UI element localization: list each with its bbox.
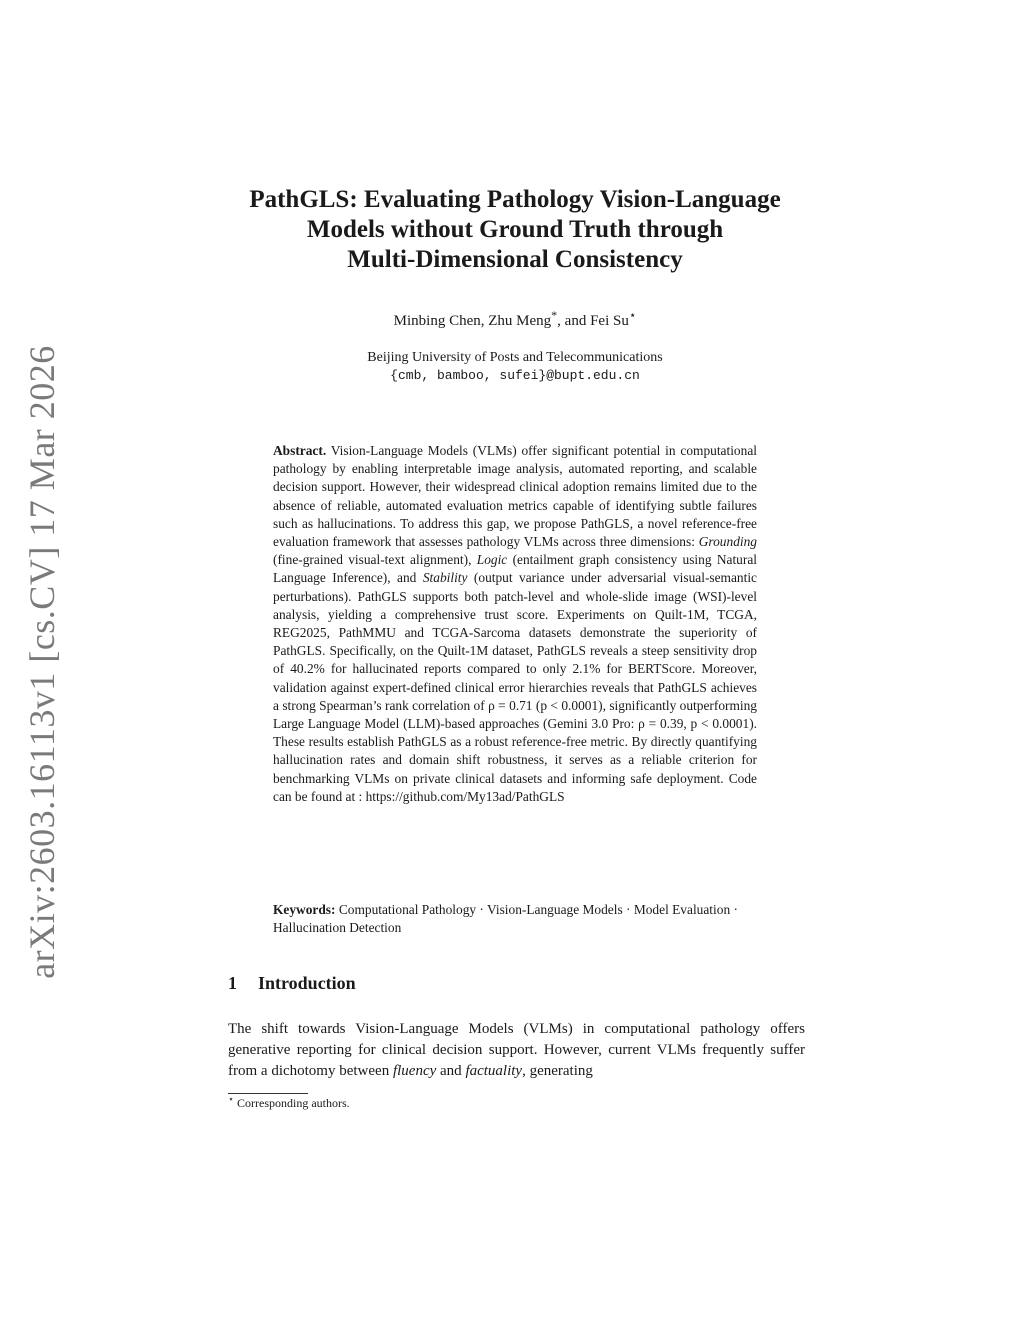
footnote-text: Corresponding authors. [234,1096,350,1110]
intro-fluency: fluency [392,1063,437,1079]
title-line-1: PathGLS: Evaluating Pathology Vision-Language [249,186,781,213]
institution: Beijing University of Posts and Telecommunications [367,350,663,365]
author-list [200,308,830,330]
intro-paragraph [228,1019,805,1082]
intro-and: and [436,1063,466,1079]
abstract-grounding: Grounding [698,534,757,550]
abstract-logic: Logic [476,552,508,568]
abstract-text-3: (entailment graph consistency using Natural Language Inference), and [273,552,757,586]
author-mark-1: * [551,308,558,322]
title-line-3: Multi-Dimensional Consistency [347,246,683,273]
section-title: Introduction [258,973,356,993]
keywords-text: Computational Pathology · Vision-Language Models · Model Evaluation · Hallucination Detection [273,902,738,936]
arxiv-side-stamp: arXiv:2603.16113v1 [cs.CV] 17 Mar 2026 [22,345,62,979]
footnote-rule [228,1093,308,1094]
author-names-2: , and Fei Su [557,313,629,329]
author-mark-2: ⋆ [628,308,637,322]
paper-title [200,185,830,275]
author-emails: {cmb, bamboo, sufei}@bupt.edu.cn [390,368,640,383]
abstract-text-4: (output variance under adversarial visual-semantic perturbations). PathGLS supports both patch-level and whole-slide image (WSI)-level analysis, yielding a comprehensive trust score. Experiments on Quilt-1M, TCGA, REG2025, PathMMU and TCGA-Sarcoma datasets demonstrate the superiority of PathGLS. Specifically, on the Quilt-1M dataset, PathGLS reveals a steep sensitivity drop of 40.2% for hallucinated reports compared to only 2.1% for BERTScore. Moreover, validation against expert-defined clinical error hierarchies reveals that PathGLS achieves a strong Spearman’s rank correlation of ρ = 0.71 (p < 0.0001), significantly outperforming Large Language Model (LLM)-based approaches (Gemini 3.0 Pro: ρ = 0.39, p < 0.0001). These results establish PathGLS as a robust reference-free metric. By directly quantifying hallucination rates and domain shift robustness, it serves as a reliable criterion for benchmarking VLMs on private clinical datasets and informing safe deployment. Code can be found at : https://github.com/My13ad/PathGLS [273,570,757,804]
abstract-stability: Stability [422,570,468,586]
keywords [273,901,757,937]
abstract-label: Abstract. [273,443,327,458]
title-line-2: Models without Ground Truth through [306,216,724,243]
affiliation [200,349,830,385]
section-heading [228,973,356,994]
footnote-mark: ⋆ [228,1094,235,1105]
abstract-text-2: (fine-grained visual-text alignment), [273,552,477,568]
abstract [273,442,757,806]
footnote [228,1096,350,1111]
section-number: 1 [228,973,237,993]
author-names-1: Minbing Chen, Zhu Meng [393,313,552,329]
intro-text-2: , generating [522,1063,593,1079]
keywords-label: Keywords: [273,902,336,917]
intro-factuality: factuality [465,1063,523,1079]
intro-text-1: The shift towards Vision-Language Models (VLMs) in computational pathology offers generative reporting for clinical decision support. However, current VLMs frequently suffer from a dichotomy between [228,1021,805,1079]
abstract-text-1: Vision-Language Models (VLMs) offer significant potential in computational pathology by enabling interpretable image analysis, automated reporting, and scalable decision support. However, their widespread clinical adoption remains limited due to the absence of reliable, automated evaluation metrics capable of identifying subtle failures such as hallucinations. To address this gap, we propose PathGLS, a novel reference-free evaluation framework that assesses pathology VLMs across three dimensions: [273,443,757,550]
